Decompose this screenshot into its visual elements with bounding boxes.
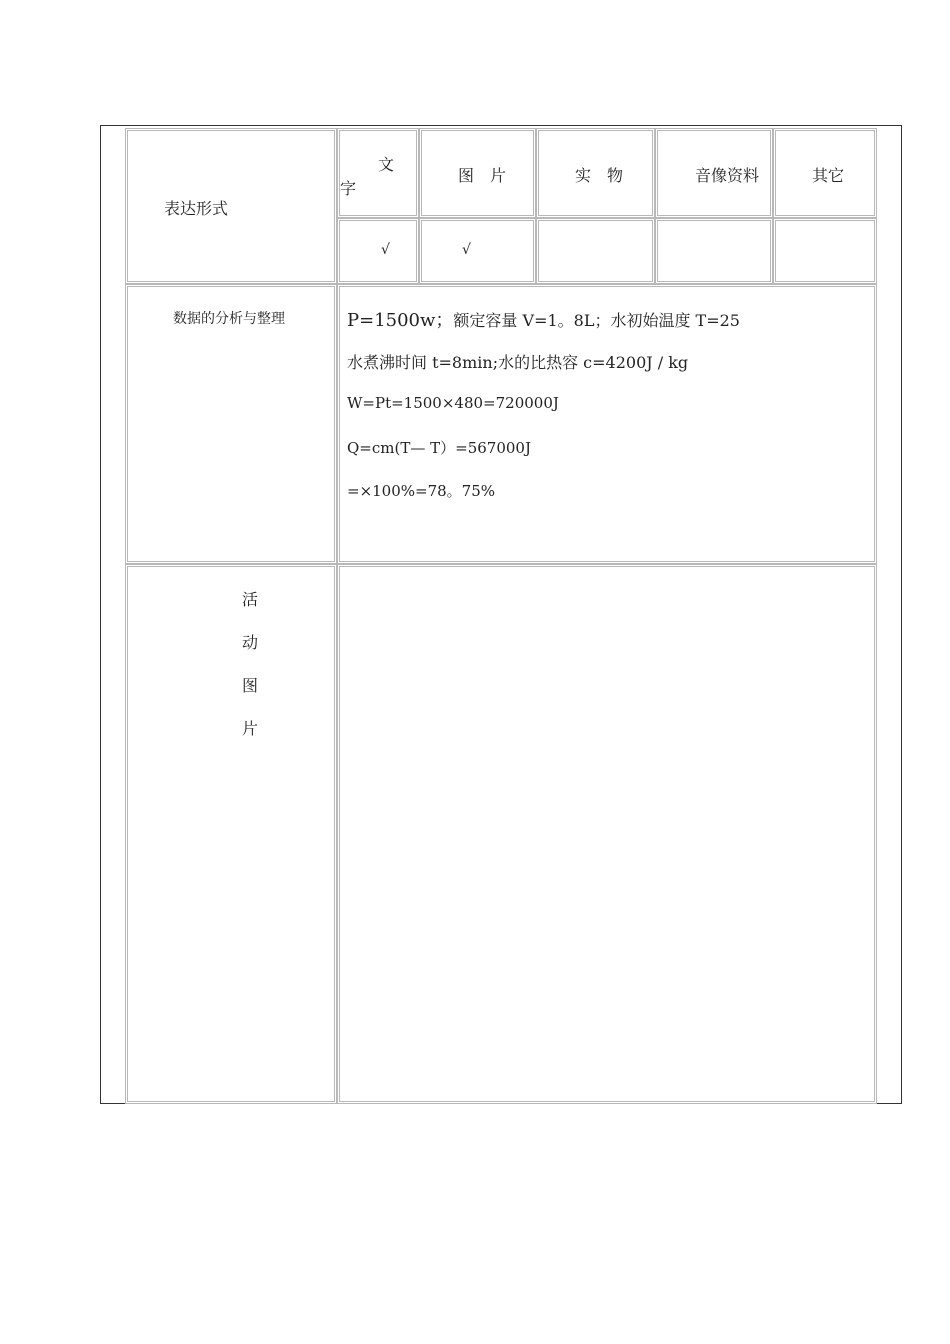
analysis-line-4: Q=cm(T— T）=567000J	[347, 439, 531, 457]
activity-label-cell	[125, 564, 337, 1104]
header-other: 其它	[812, 166, 845, 185]
capacity-and-temp: 额定容量 V=1。8L；水初始温度 T=25	[453, 311, 740, 330]
activity-label-char-4: 片	[242, 719, 259, 738]
check-cell-object	[536, 218, 655, 284]
form-label-cell	[125, 128, 337, 284]
header-picture: 图 片	[458, 166, 507, 185]
check-mark-text: √	[381, 242, 390, 258]
power-value: P=1500w；	[347, 310, 454, 331]
form-label: 表达形式	[164, 199, 229, 218]
header-object: 实 物	[575, 166, 624, 185]
activity-label-char-3: 图	[242, 676, 259, 695]
check-cell-picture	[419, 218, 536, 284]
check-mark-picture: √	[462, 242, 471, 258]
analysis-line-3: W=Pt=1500×480=720000J	[347, 394, 559, 412]
activity-label-char-2: 动	[242, 633, 259, 652]
header-av: 音像资料	[695, 166, 760, 185]
activity-picture-area	[337, 564, 877, 1104]
header-text-part1: 文	[378, 155, 395, 174]
analysis-line-1	[347, 306, 740, 332]
check-cell-av	[655, 218, 773, 284]
analysis-line-2: 水煮沸时间 t=8min;水的比热容 c=4200J / kg	[347, 353, 689, 372]
activity-label-char-1: 活	[242, 590, 259, 609]
analysis-label: 数据的分析与整理	[173, 311, 285, 327]
check-cell-other	[773, 218, 877, 284]
header-text-part2: 字	[340, 179, 357, 198]
analysis-line-5: =×100%=78。75%	[347, 482, 496, 500]
check-cell-text	[337, 218, 419, 284]
